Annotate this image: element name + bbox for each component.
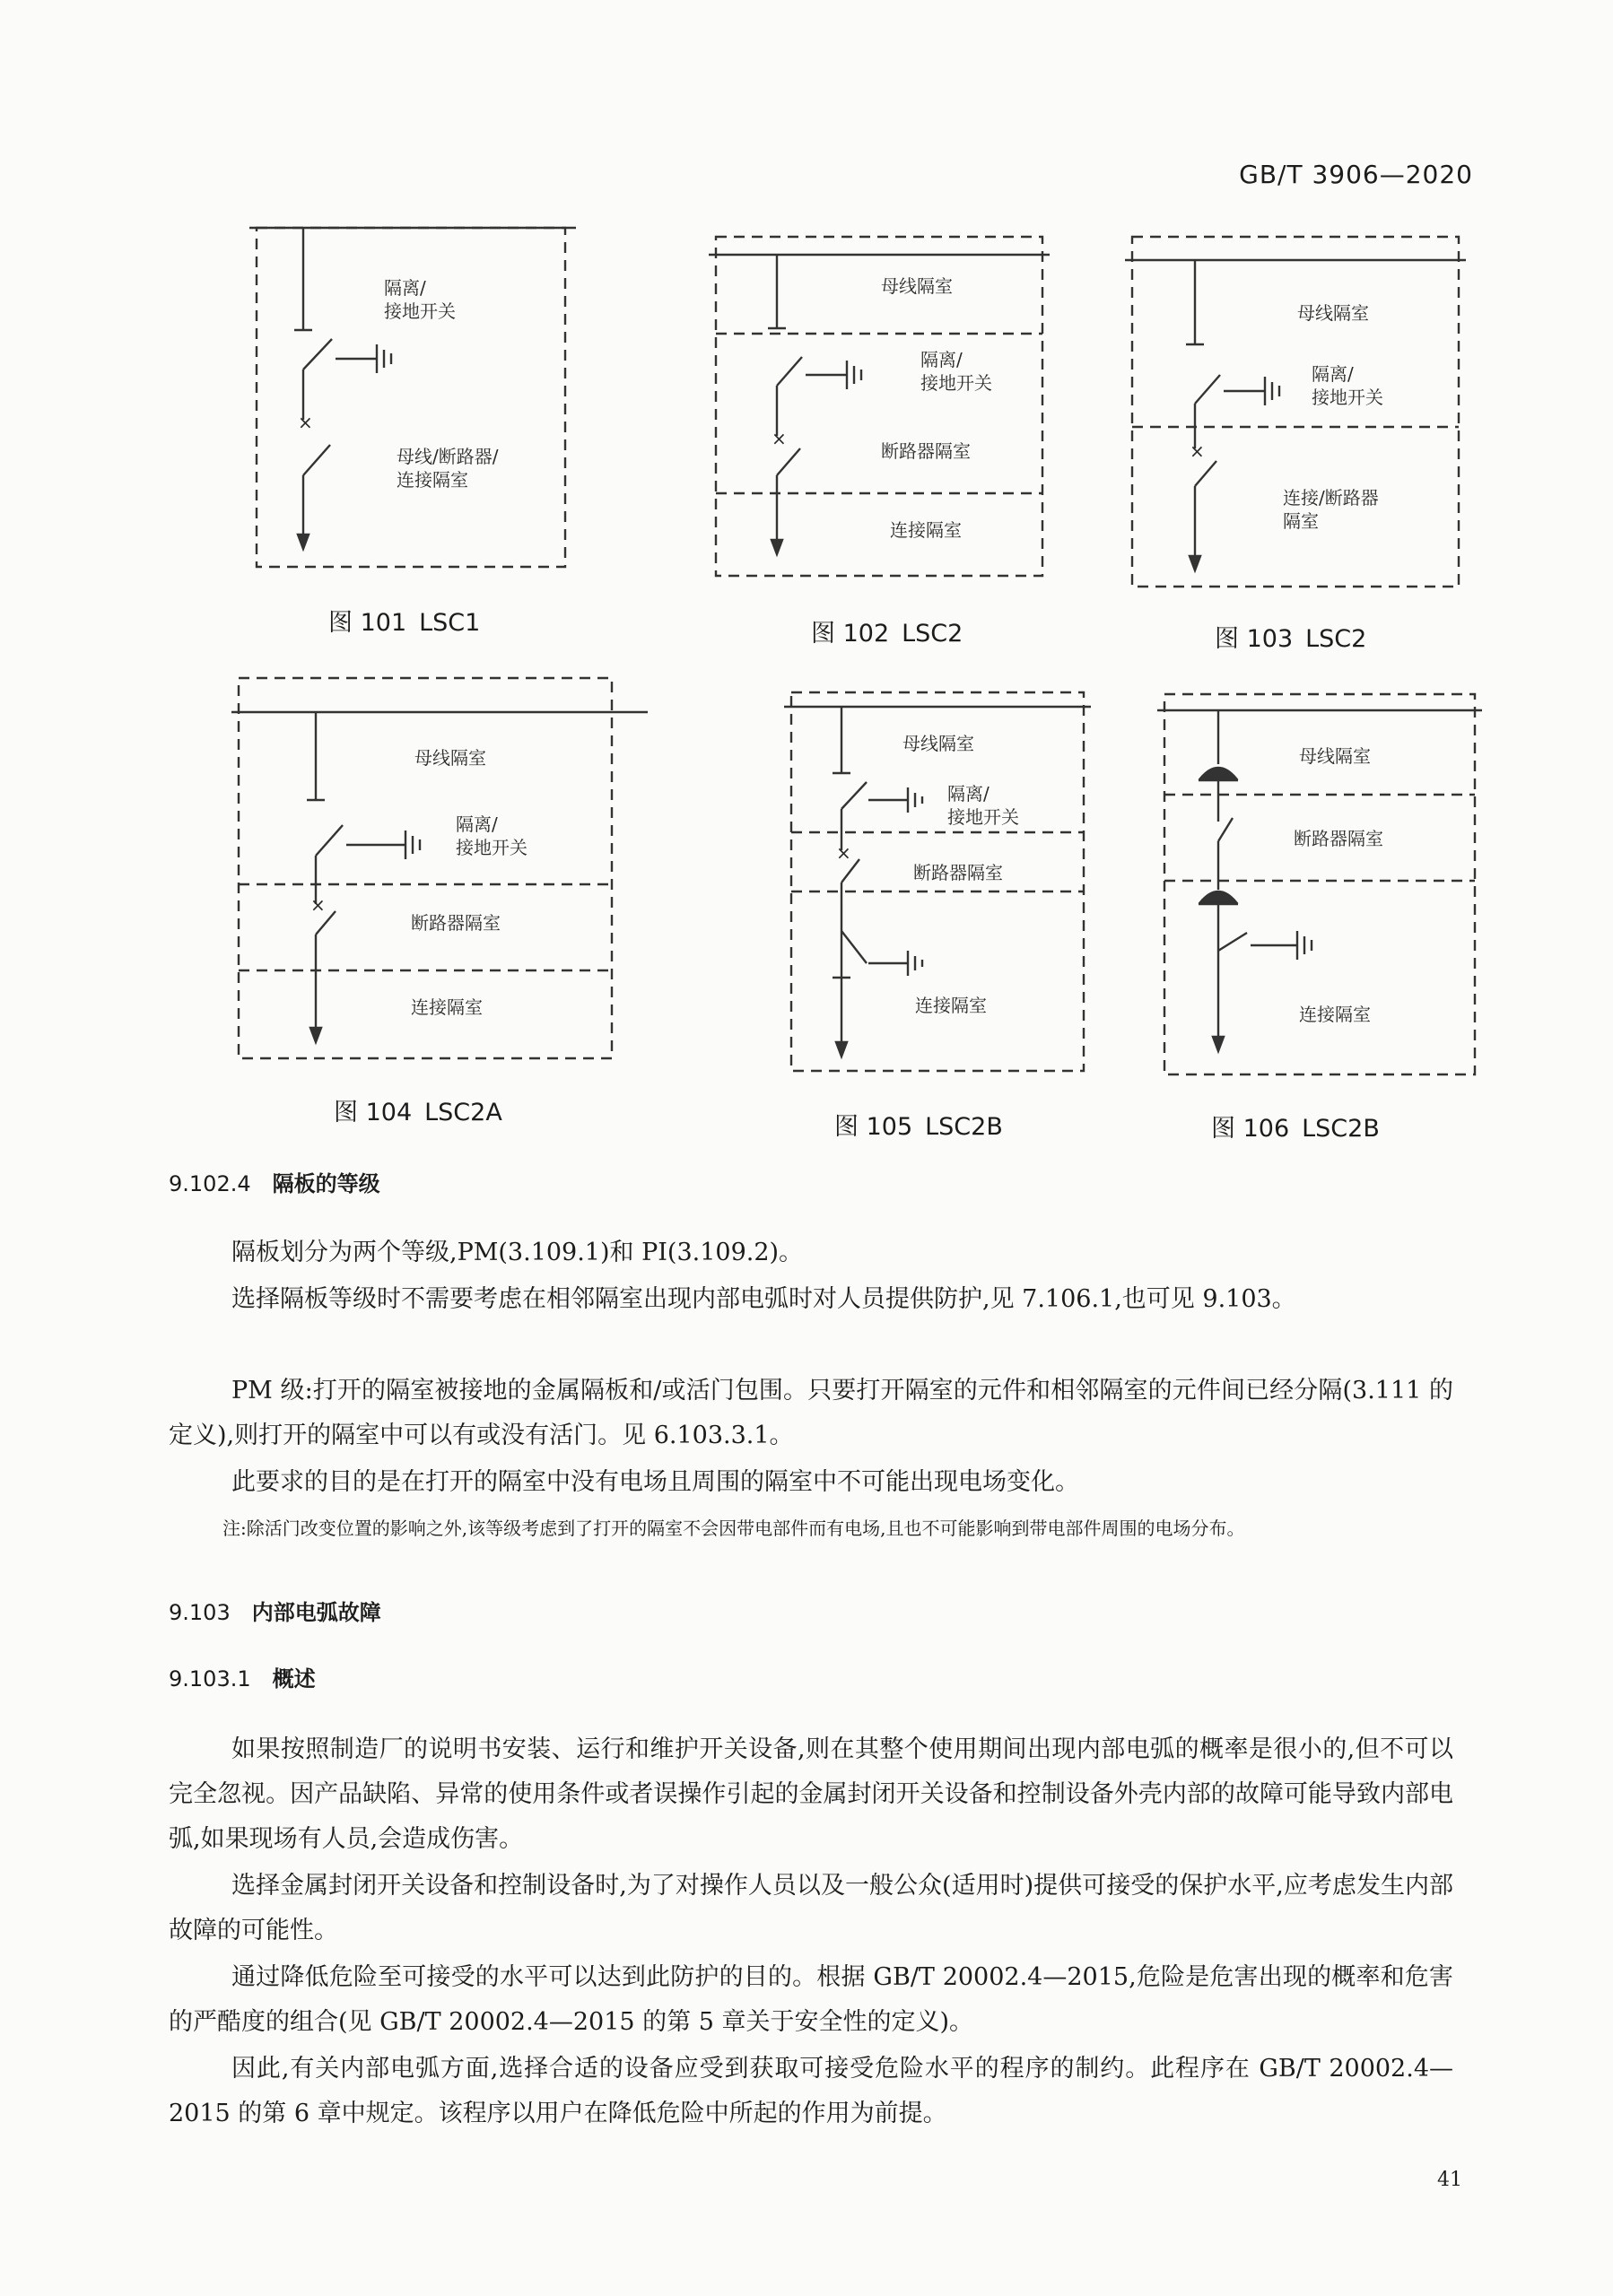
- paragraph: 此要求的目的是在打开的隔室中没有电场且周围的隔室中不可能出现电场变化。: [231, 1468, 1079, 1496]
- figure-101-label-compartment-1: 母线/断路器/: [397, 446, 499, 467]
- figure-104-label-busbar: 母线隔室: [414, 747, 486, 769]
- figure-103-label-busbar: 母线隔室: [1297, 302, 1369, 324]
- figure-104-label-connection: 连接隔室: [411, 996, 483, 1018]
- figure-title: LSC2B: [925, 1113, 1003, 1141]
- figure-104-label-switch-1: 隔离/: [456, 813, 498, 835]
- figure-104-diagram: [230, 674, 660, 1078]
- breaker-mark: ×: [298, 412, 313, 433]
- standard-code: GB/T 3906—2020: [1239, 160, 1473, 189]
- paragraph: 因此,有关内部电弧方面,选择合适的设备应受到获取可接受危险水平的程序的制约。此程序在 GB/T 20002.4—2015 的第 6 章中规定。该程序以用户在降低危险中所起的作用为前提。: [169, 2055, 1453, 2127]
- breaker-mark: ×: [310, 894, 326, 916]
- figure-101: [242, 215, 583, 637]
- figure-101-label-compartment-2: 连接隔室: [397, 469, 468, 491]
- figure-104-caption: [334, 1092, 515, 1127]
- figure-103-label-compartment-1: 连接/断路器: [1283, 487, 1379, 509]
- section-title: 概述: [272, 1666, 316, 1692]
- section-number: 9.102.4: [169, 1171, 251, 1196]
- figure-103-label-compartment-2: 隔室: [1283, 510, 1319, 532]
- figure-103-caption: [1215, 619, 1379, 654]
- figure-102-diagram: [705, 228, 1055, 604]
- figure-title: LSC2A: [424, 1099, 502, 1126]
- section-number: 9.103.1: [169, 1666, 251, 1692]
- figure-title: LSC2: [902, 620, 963, 648]
- figure-102: [705, 228, 1055, 648]
- figure-105-diagram: [780, 689, 1094, 1083]
- figure-105-caption: [834, 1107, 1016, 1142]
- figure-104-label-breaker: 断路器隔室: [411, 912, 501, 934]
- figure-106-diagram: [1154, 691, 1495, 1085]
- breaker-mark: ×: [1190, 440, 1205, 462]
- figure-title: LSC2B: [1302, 1115, 1380, 1143]
- figure-101-caption: [328, 603, 493, 638]
- figure-102-label-breaker: 断路器隔室: [881, 440, 971, 462]
- figure-106: [1154, 691, 1495, 1143]
- figure-103-label-switch-2: 接地开关: [1312, 387, 1383, 408]
- paragraph: 如果按照制造厂的说明书安装、运行和维护开关设备,则在其整个使用期间出现内部电弧的概率是很小的,但不可以完全忽视。因产品缺陷、异常的使用条件或者误操作引起的金属封闭开关设备和控制设备外壳内部的故障可能导致内部电弧,如果现场有人员,会造成伤害。: [169, 1735, 1453, 1853]
- section-heading-9-103-1: [169, 1661, 316, 1692]
- figure-106-label-busbar: 母线隔室: [1299, 745, 1371, 767]
- figure-105-label-breaker: 断路器隔室: [913, 862, 1003, 883]
- figure-title: LSC2: [1305, 625, 1367, 653]
- figure-105-label-connection: 连接隔室: [915, 995, 987, 1016]
- figure-number: 图 105: [834, 1113, 913, 1141]
- figure-103-diagram: [1121, 233, 1471, 610]
- paragraph: 选择金属封闭开关设备和控制设备时,为了对操作人员以及一般公众(适用时)提供可接受的保护水平,应考虑发生内部故障的可能性。: [169, 1872, 1453, 1944]
- figure-title: LSC1: [419, 609, 481, 637]
- section-title: 内部电弧故障: [251, 1600, 381, 1625]
- figure-101-label-switch-1: 隔离/: [384, 277, 426, 299]
- paragraph: 选择隔板等级时不需要考虑在相邻隔室出现内部电弧时对人员提供防护,见 7.106.1,也可见 9.103。: [231, 1285, 1296, 1313]
- figure-102-label-connection: 连接隔室: [890, 519, 962, 541]
- figure-number: 图 103: [1215, 625, 1294, 653]
- figure-102-label-switch-1: 隔离/: [920, 349, 963, 370]
- figure-106-label-breaker: 断路器隔室: [1294, 828, 1383, 849]
- section-number: 9.103: [169, 1600, 231, 1625]
- section-heading-9-103: [169, 1595, 381, 1626]
- figure-102-caption: [811, 613, 975, 648]
- figure-number: 图 106: [1211, 1115, 1290, 1143]
- figure-number: 图 102: [811, 620, 890, 648]
- figure-104: [230, 674, 660, 1126]
- figure-101-diagram: [242, 215, 583, 592]
- figure-105: [780, 689, 1094, 1141]
- figure-101-label-switch-2: 接地开关: [384, 300, 456, 322]
- note: 注:除活门改变位置的影响之外,该等级考虑到了打开的隔室不会因带电部件而有电场,且也不可能影响到带电部件周围的电场分布。: [222, 1518, 1245, 1539]
- breaker-mark: ×: [772, 428, 787, 449]
- section-title: 隔板的等级: [272, 1171, 380, 1196]
- figure-103: [1121, 233, 1471, 653]
- paragraph: 隔板划分为两个等级,PM(3.109.1)和 PI(3.109.2)。: [231, 1239, 804, 1266]
- figure-106-label-connection: 连接隔室: [1299, 1004, 1371, 1025]
- figure-105-label-switch-1: 隔离/: [947, 783, 990, 804]
- figure-number: 图 104: [334, 1099, 413, 1126]
- breaker-mark: ×: [836, 842, 851, 864]
- figure-103-label-switch-1: 隔离/: [1312, 363, 1354, 385]
- figure-102-label-switch-2: 接地开关: [920, 372, 992, 394]
- paragraph: 通过降低危险至可接受的水平可以达到此防护的目的。根据 GB/T 20002.4—2015,危险是危害出现的概率和危害的严酷度的组合(见 GB/T 20002.4—2015 的第 5 章关于安全性的定义)。: [169, 1963, 1453, 2036]
- paragraph: PM 级:打开的隔室被接地的金属隔板和/或活门包围。只要打开隔室的元件和相邻隔室的元件间已经分隔(3.111 的定义),则打开的隔室中可以有或没有活门。见 6.103.3.1。: [169, 1377, 1453, 1449]
- figure-104-label-switch-2: 接地开关: [456, 837, 527, 858]
- figure-102-label-busbar: 母线隔室: [881, 275, 953, 297]
- figure-106-caption: [1211, 1109, 1392, 1144]
- figure-105-label-switch-2: 接地开关: [947, 806, 1019, 828]
- figure-number: 图 101: [328, 609, 407, 637]
- section-heading-9-102-4: [169, 1166, 380, 1197]
- page-number: 41: [1437, 2169, 1462, 2191]
- figure-105-label-busbar: 母线隔室: [902, 733, 974, 754]
